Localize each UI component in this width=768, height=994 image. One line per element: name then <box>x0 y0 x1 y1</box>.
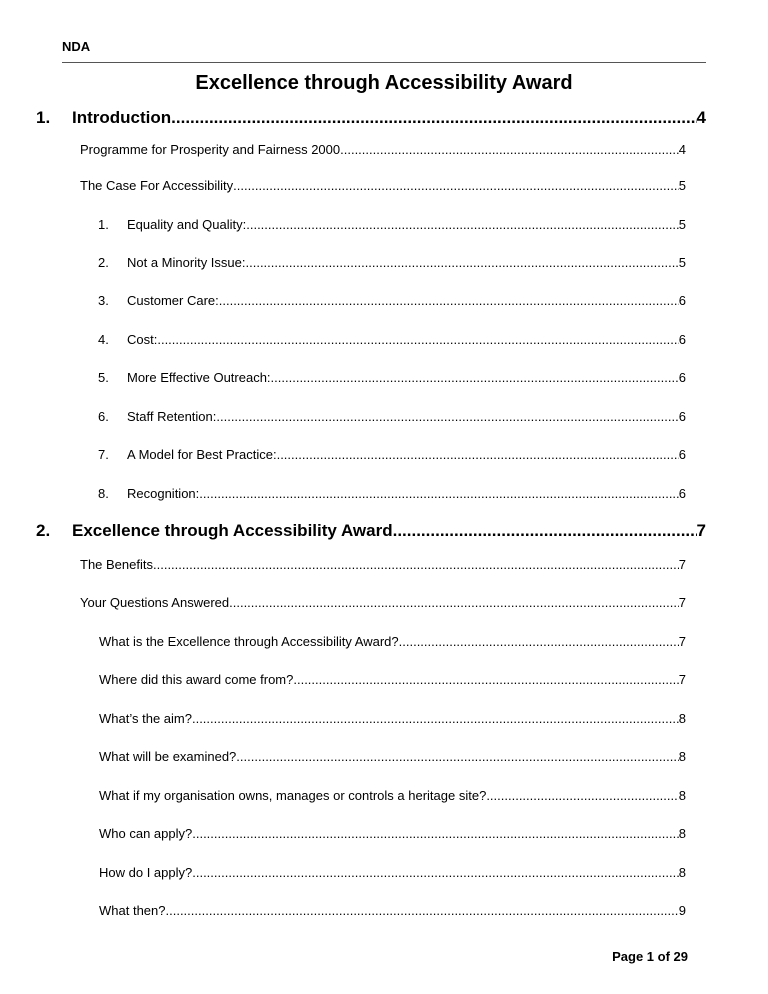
toc-page: 7 <box>678 634 686 649</box>
toc-page: 5 <box>678 178 686 193</box>
toc-leader <box>277 447 679 462</box>
toc-leader <box>192 865 679 880</box>
toc-entry-what-then[interactable] <box>99 903 686 918</box>
toc-text: What will be examined? <box>99 749 237 764</box>
toc-number: 4. <box>98 332 109 347</box>
toc-leader <box>246 217 679 232</box>
toc-entry-cost[interactable] <box>98 332 686 347</box>
toc-text: Your Questions Answered <box>80 595 230 610</box>
toc-page: 6 <box>678 370 686 385</box>
toc-page: 4 <box>678 142 686 157</box>
toc-number: 8. <box>98 486 109 501</box>
toc-page: 8 <box>678 826 686 841</box>
footer-page-number: Page 1 of 29 <box>612 949 688 964</box>
toc-text: What’s the aim? <box>99 711 192 726</box>
toc-text: The Benefits <box>80 557 153 572</box>
toc-entry-not-minority[interactable] <box>98 255 686 270</box>
toc-number: 2. <box>36 521 51 540</box>
toc-entry-heritage-site[interactable] <box>99 788 686 803</box>
toc-entry-customer-care[interactable] <box>98 293 686 308</box>
toc-page: 9 <box>678 903 686 918</box>
toc-leader <box>171 108 696 128</box>
header-org-label: NDA <box>62 39 91 54</box>
toc-page: 8 <box>678 788 686 803</box>
toc-page: 8 <box>678 711 686 726</box>
toc-text: The Case For Accessibility <box>80 178 234 193</box>
toc-entry-case-for-accessibility[interactable] <box>80 178 686 193</box>
toc-entry-staff-retention[interactable] <box>98 409 686 424</box>
toc-page: 6 <box>678 293 686 308</box>
toc-entry-outreach[interactable] <box>98 370 686 385</box>
toc-leader <box>229 595 679 610</box>
toc-entry-where-from[interactable] <box>99 672 686 687</box>
toc-leader <box>271 370 679 385</box>
toc-leader <box>199 486 678 501</box>
toc-number: 1. <box>98 217 109 232</box>
toc-page: 7 <box>696 521 706 540</box>
toc-leader <box>246 255 679 270</box>
toc-leader <box>486 788 678 803</box>
toc-page: 6 <box>678 409 686 424</box>
toc-text: Customer Care: <box>127 293 219 308</box>
toc-leader <box>219 293 679 308</box>
toc-leader <box>236 749 678 764</box>
toc-page: 7 <box>678 595 686 610</box>
toc-page: 5 <box>678 217 686 232</box>
toc-entry-benefits[interactable] <box>80 557 686 572</box>
toc-entry-what-examined[interactable] <box>99 749 686 764</box>
toc-text: Equality and Quality: <box>127 217 247 232</box>
toc-number: 7. <box>98 447 109 462</box>
toc-page: 6 <box>678 486 686 501</box>
toc-number: 3. <box>98 293 109 308</box>
toc-text: Not a Minority Issue: <box>127 255 246 270</box>
toc-entry-equality-quality[interactable] <box>98 217 686 232</box>
toc-leader <box>216 409 678 424</box>
toc-text: Excellence through Accessibility Award <box>72 521 393 540</box>
toc-entry-questions-answered[interactable] <box>80 595 686 610</box>
document-title: Excellence through Accessibility Award <box>195 72 573 94</box>
toc-entry-whats-aim[interactable] <box>99 711 686 726</box>
toc-entry-what-is-award[interactable] <box>99 634 686 649</box>
toc-text: What is the Excellence through Accessibility Award? <box>99 634 399 649</box>
toc-number: 6. <box>98 409 109 424</box>
toc-leader <box>340 142 679 157</box>
toc-page: 6 <box>678 447 686 462</box>
toc-page: 6 <box>678 332 686 347</box>
toc-text: Staff Retention: <box>127 409 217 424</box>
toc-leader <box>157 332 678 347</box>
toc-text: Who can apply? <box>99 826 193 841</box>
toc-text: Cost: <box>127 332 158 347</box>
toc-leader <box>233 178 679 193</box>
toc-text: How do I apply? <box>99 865 193 880</box>
toc-entry-how-apply[interactable] <box>99 865 686 880</box>
header-divider <box>62 62 706 63</box>
toc-page: 8 <box>678 865 686 880</box>
toc-number: 5. <box>98 370 109 385</box>
toc-text: Introduction <box>72 108 172 127</box>
toc-text: Recognition: <box>127 486 200 501</box>
toc-leader <box>192 711 679 726</box>
toc-text: Where did this award come from? <box>99 672 294 687</box>
toc-text: What if my organisation owns, manages or controls a heritage site? <box>99 788 487 803</box>
toc-leader <box>192 826 679 841</box>
toc-page: 8 <box>678 749 686 764</box>
toc-text: More Effective Outreach: <box>127 370 271 385</box>
toc-number: 1. <box>36 108 51 127</box>
toc-number: 2. <box>98 255 109 270</box>
toc-text: A Model for Best Practice: <box>127 447 277 462</box>
toc-section-introduction[interactable] <box>36 108 706 128</box>
toc-entry-who-can-apply[interactable] <box>99 826 686 841</box>
toc-leader <box>293 672 678 687</box>
toc-page: 7 <box>678 672 686 687</box>
toc-entry-programme[interactable] <box>80 142 686 157</box>
toc-leader <box>153 557 679 572</box>
toc-page: 4 <box>696 108 706 127</box>
toc-leader <box>166 903 679 918</box>
toc-section-excellence-award[interactable] <box>36 521 706 541</box>
toc-entry-recognition[interactable] <box>98 486 686 501</box>
toc-leader <box>399 634 679 649</box>
toc-page: 7 <box>678 557 686 572</box>
toc-entry-best-practice[interactable] <box>98 447 686 462</box>
toc-text: What then? <box>99 903 166 918</box>
toc-leader <box>393 521 697 541</box>
toc-page: 5 <box>678 255 686 270</box>
toc-text: Programme for Prosperity and Fairness 2000 <box>80 142 341 157</box>
